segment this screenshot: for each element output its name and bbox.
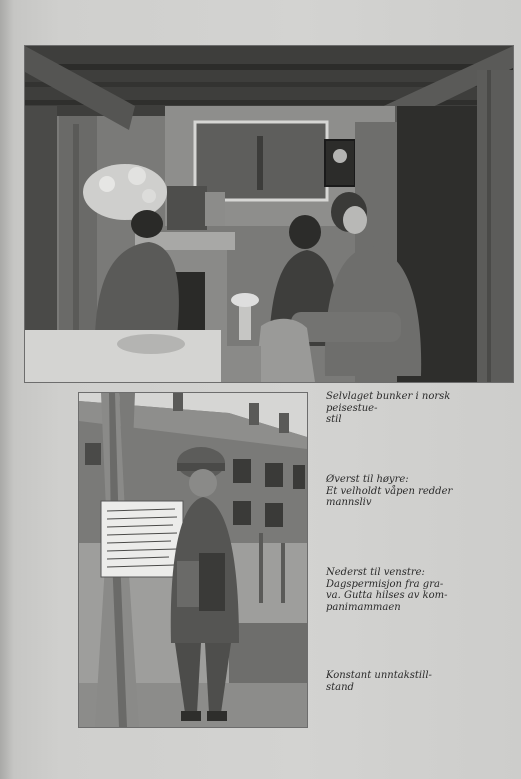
caption-line: mannsliv [326,497,372,508]
caption-line: Dagspermisjon fra gra- [326,578,444,590]
caption-line: panimammaen [326,601,401,613]
caption-emergency [326,670,496,693]
caption-leave [326,567,496,613]
caption-line: Konstant unntakstill- [326,670,432,681]
caption-weapon [326,474,496,509]
soldier-photo [78,392,308,728]
bunker-interior-image [25,46,513,382]
bunker-interior-photo [24,45,514,383]
caption-bunker [326,391,496,426]
caption-line: va. Gutta hilses av kom- [326,590,448,601]
caption-line: stand [326,681,354,693]
caption-line: Et velholdt våpen redder [326,485,453,497]
caption-line: stil [326,414,342,425]
caption-line: Selvlaget bunker i norsk peisestue- [326,391,451,414]
caption-line: Øverst til høyre: [326,474,409,485]
caption-line: Nederst til venstre: [326,567,425,578]
soldier-image [79,393,307,727]
